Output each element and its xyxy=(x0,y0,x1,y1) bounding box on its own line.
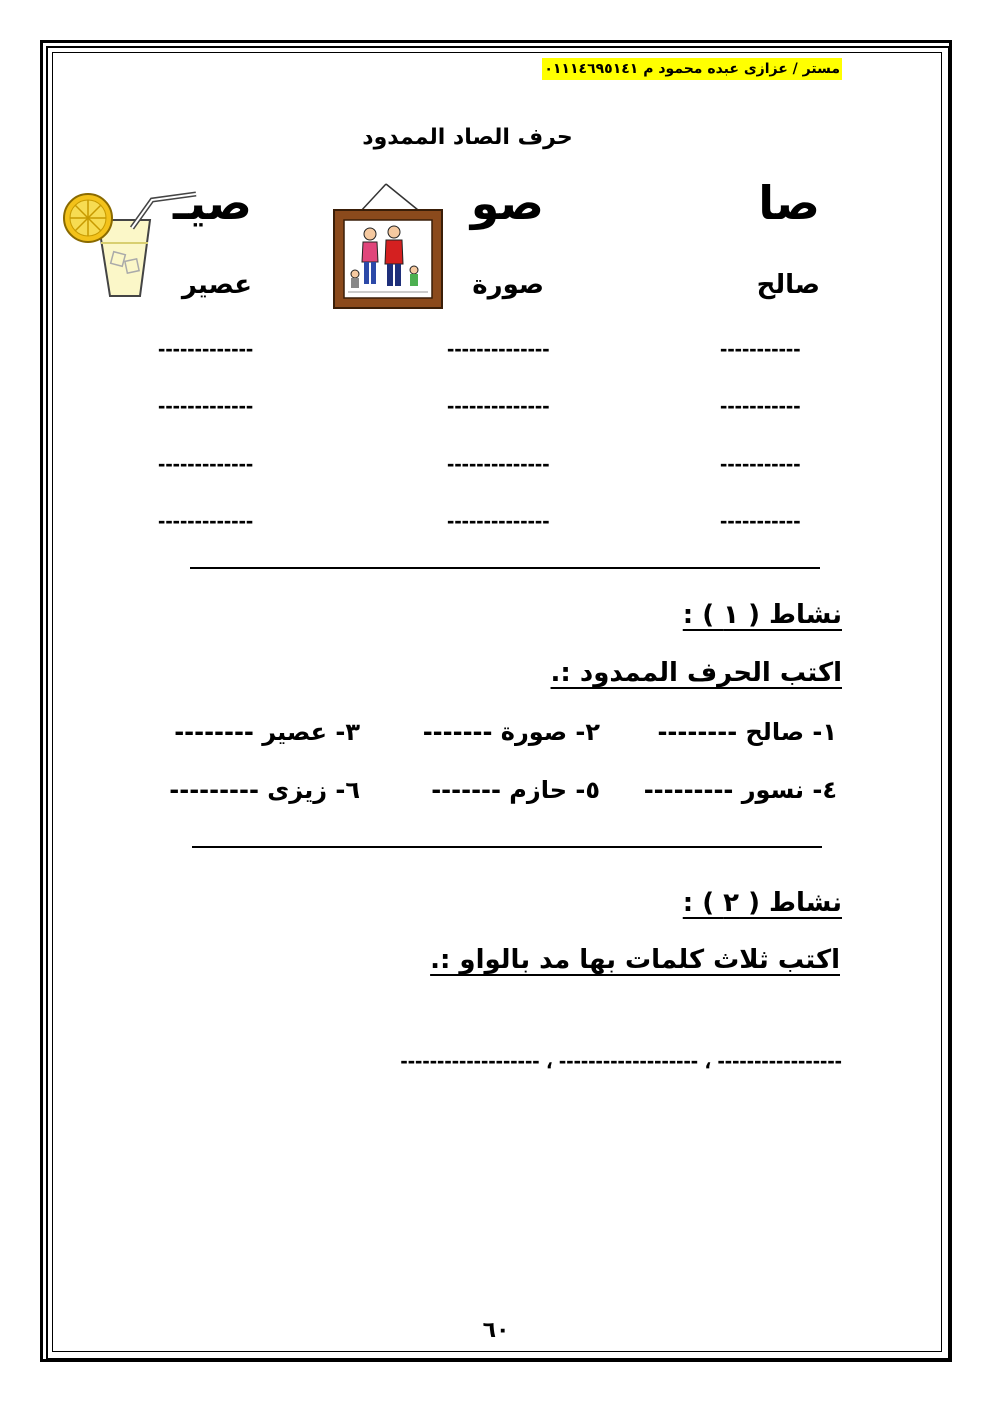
exercise-item[interactable]: ٤- نسور --------- xyxy=(643,776,837,804)
activity1-heading: نشاط ( ١ ) : xyxy=(682,600,842,630)
practice-line-left[interactable]: ------------- xyxy=(158,336,254,361)
page-title: حرف الصاد الممدود xyxy=(362,125,573,150)
exercise-item[interactable]: ٦- زيزى --------- xyxy=(169,776,360,804)
exercise-item[interactable]: ٣- عصير -------- xyxy=(174,718,360,746)
section-divider xyxy=(192,846,822,848)
word-aseer: عصير xyxy=(181,270,252,300)
syllable-si: صيـ xyxy=(173,176,252,230)
activity1-instruction: اكتب الحرف الممدود :. xyxy=(550,658,842,688)
practice-line-middle[interactable]: -------------- xyxy=(447,393,550,418)
exercise-item[interactable]: ٢- صورة ------- xyxy=(422,718,600,746)
practice-line-right[interactable]: ----------- xyxy=(720,508,801,533)
teacher-header-note: مستر / عزازى عبده محمود م ٠١١١٤٦٩٥١٤١ xyxy=(542,58,842,80)
syllable-su: صو xyxy=(470,176,544,230)
syllable-sa: صا xyxy=(758,176,820,230)
activity2-instruction: اكتب ثلاث كلمات بها مد بالواو :. xyxy=(430,945,840,975)
section-divider xyxy=(190,567,820,569)
practice-line-middle[interactable]: -------------- xyxy=(447,508,550,533)
practice-line-middle[interactable]: -------------- xyxy=(447,336,550,361)
word-sura: صورة xyxy=(472,270,544,300)
practice-line-middle[interactable]: -------------- xyxy=(447,451,550,476)
answer-line[interactable]: ----------------- ، ------------------- ، ------------------- xyxy=(400,1048,842,1073)
practice-line-right[interactable]: ----------- xyxy=(720,336,801,361)
juice-glass-icon xyxy=(60,188,200,303)
exercise-item[interactable]: ٥- حازم ------- xyxy=(431,776,600,804)
exercise-item[interactable]: ١- صالح -------- xyxy=(657,718,837,746)
practice-line-left[interactable]: ------------- xyxy=(158,508,254,533)
practice-line-left[interactable]: ------------- xyxy=(158,451,254,476)
practice-line-right[interactable]: ----------- xyxy=(720,451,801,476)
family-picture-icon xyxy=(330,182,446,312)
activity2-heading: نشاط ( ٢ ) : xyxy=(682,888,842,918)
practice-line-right[interactable]: ----------- xyxy=(720,393,801,418)
page-number: ٦٠ xyxy=(482,1318,510,1343)
practice-line-left[interactable]: ------------- xyxy=(158,393,254,418)
word-saleh: صالح xyxy=(756,270,820,300)
